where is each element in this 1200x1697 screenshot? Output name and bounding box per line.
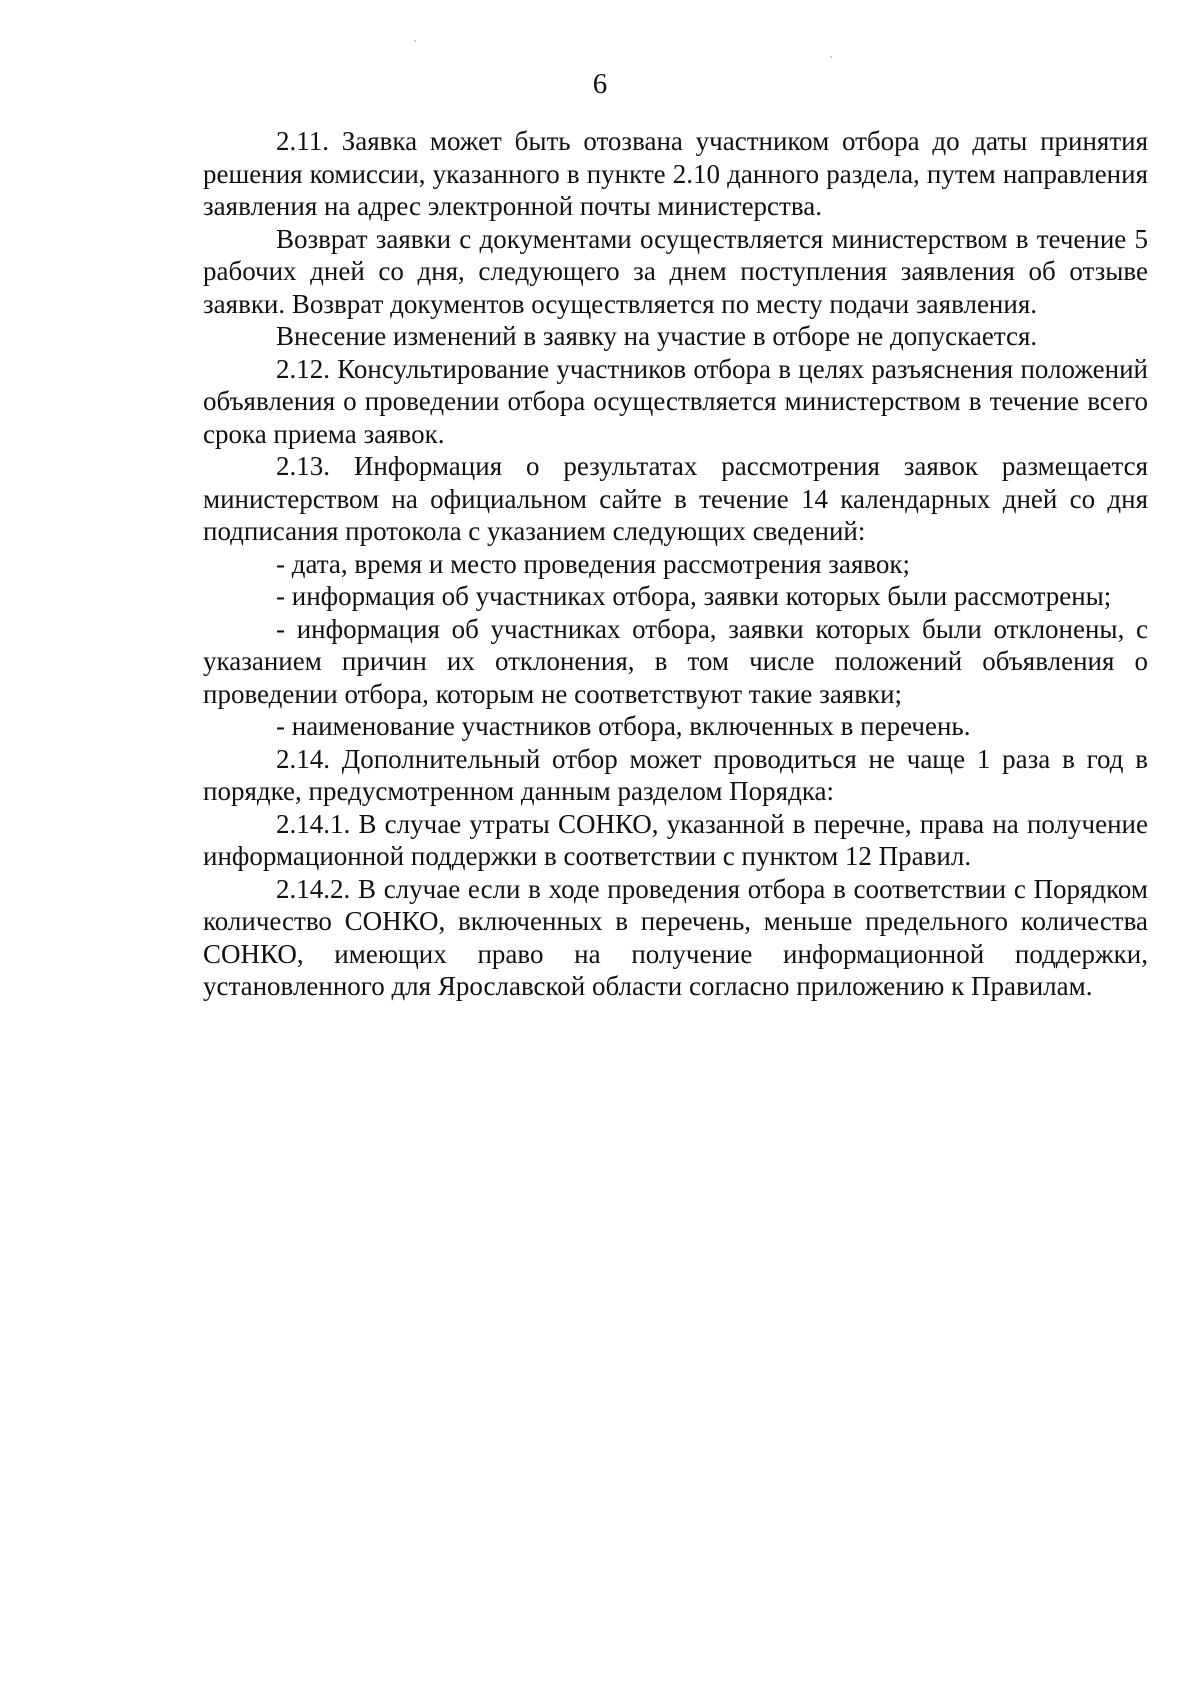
scan-speck [830, 56, 832, 58]
list-item-rejected-participants: - информация об участниках отбора, заявки которых были отклонены, с указанием причин их отклонения, в том числе положений объявления о проведении отбора, которым не соответствуют такие заявки; [203, 613, 1148, 709]
document-body [203, 125, 1148, 1003]
paragraph-2-14-1: 2.14.1. В случае утраты СОНКО, указанной в перечне, права на получение информационной поддержки в соответствии с пунктом 12 Правил. [203, 808, 1148, 871]
page-number: 6 [592, 68, 608, 100]
paragraph-return-of-application: Возврат заявки с документами осуществляется министерством в течение 5 рабочих дней со дня, следующего за днем поступления заявления об отзыве заявки. Возврат документов осуществляется по месту подачи заявления. [203, 223, 1148, 319]
list-item-included-participants: - наименование участников отбора, включенных в перечень. [276, 711, 971, 741]
list-item-date-time-place: - дата, время и место проведения рассмотрения заявок; [276, 548, 911, 579]
paragraph-2-13: 2.13. Информация о результатах рассмотрения заявок размещается министерством на официальном сайте в течение 14 календарных дней со дня подписания протокола с указанием следующих сведений: [203, 451, 1148, 546]
paragraph-2-12: 2.12. Консультирование участников отбора в целях разъяснения положений объявления о проведении отбора осуществляется министерством в течение всего срока приема заявок. [203, 353, 1148, 449]
paragraph-2-14-2: 2.14.2. В случае если в ходе проведения отбора в соответствии с Порядком количество СОНКО, включенных в перечень, меньше предельного количества СОНКО, имеющих право на получение информационной поддержки, установленного для Ярославской области согласно приложению к Правилам. [203, 873, 1148, 1001]
list-item-reviewed-participants: - информация об участниках отбора, заявки которых были рассмотрены; [276, 581, 1112, 611]
paragraph-no-changes-allowed: Внесение изменений в заявку на участие в отборе не допускается. [276, 321, 1038, 351]
paragraph-2-14: 2.14. Дополнительный отбор может проводиться не чаще 1 раза в год в порядке, предусмотренном данным разделом Порядка: [203, 743, 1148, 806]
paragraph-2-11: 2.11. Заявка может быть отозвана участником отбора до даты принятия решения комиссии, указанного в пункте 2.10 данного раздела, путем направления заявления на адрес электронной почты министерства. [203, 126, 1148, 221]
scan-speck [414, 40, 416, 42]
